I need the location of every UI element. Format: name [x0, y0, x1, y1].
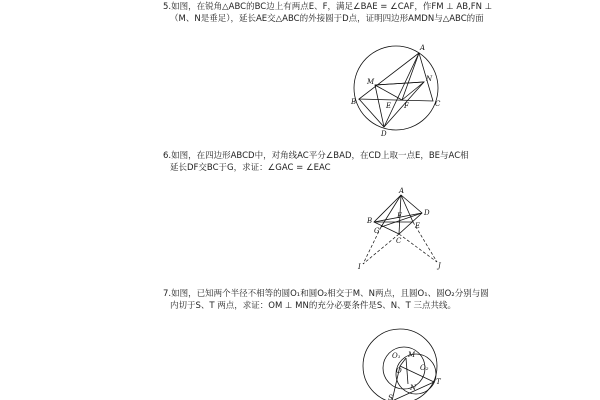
- problem-5-line-1: 5.如图，在锐角△ABC的BC边上有两点E、F，满足∠BAE = ∠CAF，作FM ⊥ AB,FN ⊥: [163, 2, 493, 12]
- line-mn: [375, 82, 424, 85]
- dashed-cj: [399, 234, 437, 262]
- problem-5-line-2: （M、N是垂足），延长AE交△ABC的外接圆于D点，证明四边形AMDN与△ABC的面: [170, 14, 484, 24]
- label-o2: O₂: [420, 364, 429, 372]
- label-g: G: [374, 227, 380, 235]
- label-m: M: [367, 78, 375, 86]
- circumcircle: [354, 46, 438, 130]
- label-d: D: [424, 209, 430, 217]
- triangle-abc: [359, 53, 433, 101]
- label-n: N: [410, 384, 417, 392]
- label-n: N: [426, 75, 433, 83]
- label-j: J: [438, 262, 441, 270]
- label-e: E: [386, 102, 392, 110]
- line-ot: [400, 366, 434, 382]
- label-f: F: [404, 102, 409, 110]
- label-b: B: [367, 217, 373, 225]
- label-d: D: [381, 130, 387, 138]
- problem-6-line-1: 6.如图，在四边形ABCD中，对角线AC平分∠BAD，在CD上取一点E，BE与AC相: [163, 151, 469, 161]
- line-mn: [406, 358, 408, 384]
- label-b: B: [351, 98, 357, 106]
- problem-5-figure: [340, 40, 450, 140]
- problem-7-line-2: 内切于S、T 两点，求证：OM ⊥ MN的充分必要条件是S、N、T 三点共线。: [170, 301, 456, 311]
- label-t: T: [436, 378, 441, 386]
- label-c: C: [396, 237, 402, 245]
- label-c: C: [435, 100, 441, 108]
- label-m: M: [408, 351, 416, 359]
- problem-7-line-1: 7.如图，已知两个半径不相等的圆O₁和圆O₂相交于M、N两点，且圆O₁、圆O₂分别与圆: [163, 289, 489, 299]
- label-e: E: [415, 222, 421, 230]
- problem-6-figure: [355, 188, 445, 270]
- problem-7-figure: [360, 318, 450, 400]
- dashed-ci: [363, 234, 399, 264]
- label-i: I: [358, 263, 361, 271]
- label-s: S: [388, 394, 393, 400]
- label-o: O: [396, 367, 402, 375]
- label-a: A: [420, 44, 426, 52]
- label-o1: O₁: [392, 352, 401, 360]
- label-f: F: [397, 212, 402, 220]
- label-a: A: [399, 187, 405, 195]
- problem-6-line-2: 延长DF交BC于G，求证：∠GAC = ∠EAC: [170, 163, 331, 173]
- line-mf: [375, 85, 402, 100]
